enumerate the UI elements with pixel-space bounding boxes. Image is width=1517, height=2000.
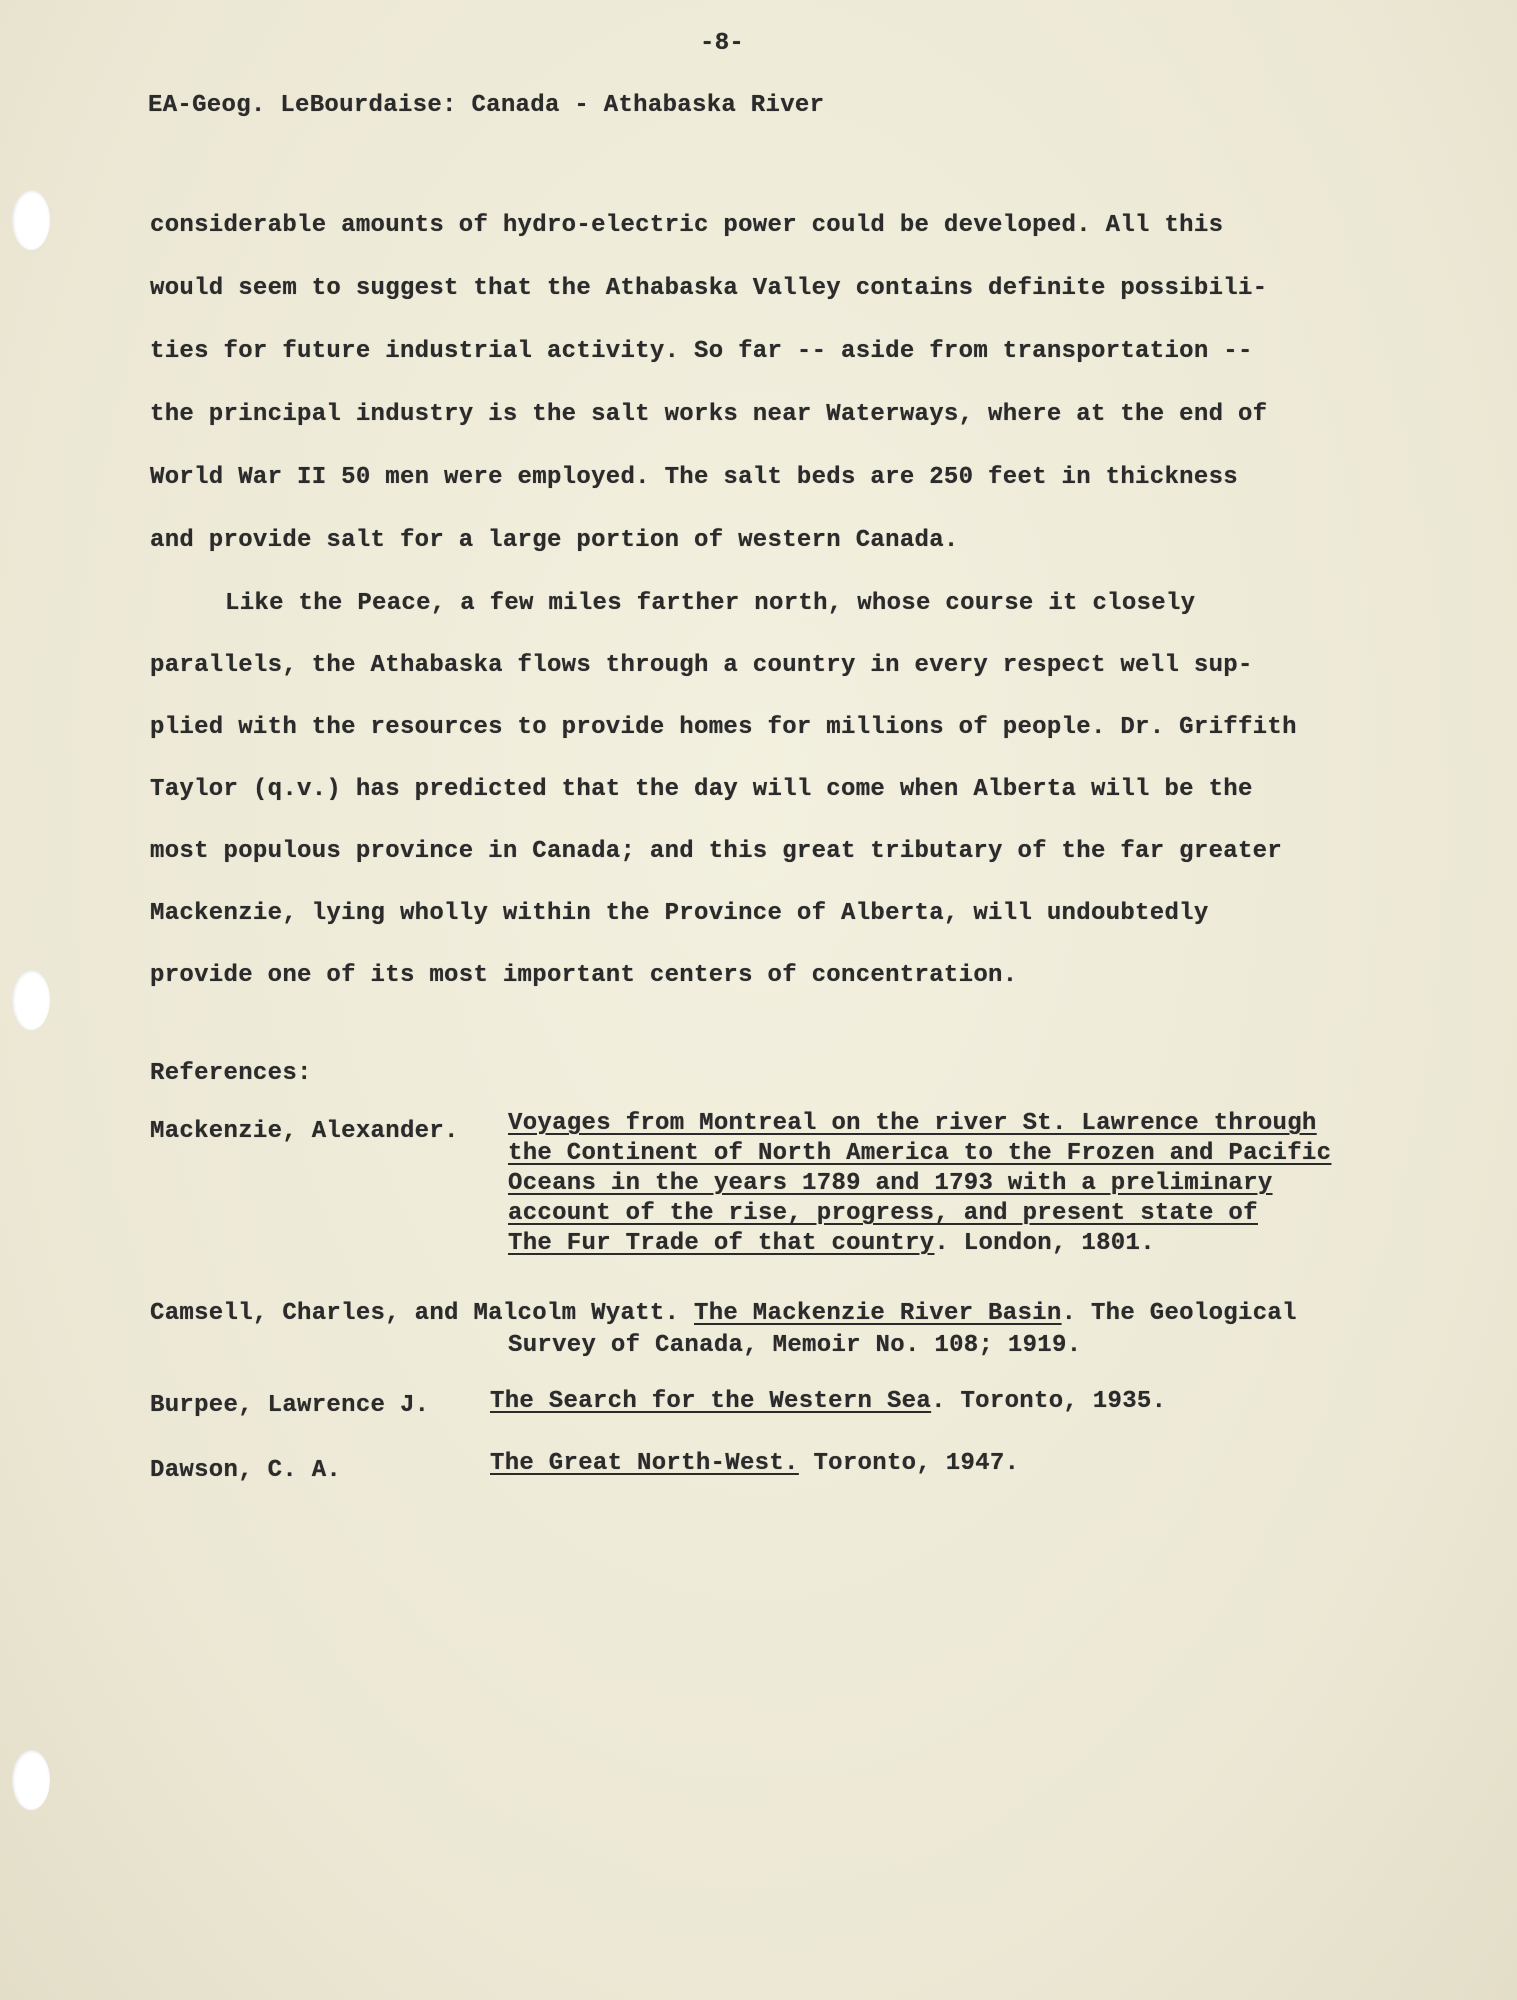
reference-title: account of the rise, progress, and present state of <box>508 1200 1258 1227</box>
reference-author: Burpee, Lawrence J. <box>150 1392 430 1419</box>
body-line: and provide salt for a large portion of western Canada. <box>150 527 959 554</box>
reference-title: The Great North-West. <box>490 1450 799 1477</box>
body-line: considerable amounts of hydro-electric power could be developed. All this <box>150 212 1224 239</box>
reference-title: The Search for the Western Sea <box>490 1388 932 1415</box>
reference-line <box>150 1300 1297 1327</box>
reference-author: Camsell, Charles, and Malcolm Wyatt. <box>150 1300 680 1327</box>
body-line: the principal industry is the salt works near Waterways, where at the end of <box>150 401 1268 428</box>
body-line: Mackenzie, lying wholly within the Province of Alberta, will undoubtedly <box>150 900 1209 927</box>
reference-publication: . Toronto, 1935. <box>931 1388 1167 1415</box>
reference-publication: . London, 1801. <box>934 1230 1155 1257</box>
reference-title-line <box>508 1230 1155 1257</box>
body-line: plied with the resources to provide homes for millions of people. Dr. Griffith <box>150 714 1297 741</box>
body-line: provide one of its most important centers of concentration. <box>150 962 1018 989</box>
reference-title: The Fur Trade of that country <box>508 1230 935 1257</box>
punch-hole <box>12 1750 50 1810</box>
reference-title: Voyages from Montreal on the river St. Lawrence through <box>508 1110 1317 1137</box>
body-line: most populous province in Canada; and this great tributary of the far greater <box>150 838 1283 865</box>
reference-title: The Mackenzie River Basin <box>694 1300 1062 1327</box>
reference-author: Dawson, C. A. <box>150 1457 342 1484</box>
reference-line <box>490 1450 1019 1477</box>
page-number: -8- <box>700 30 745 57</box>
body-line: ties for future industrial activity. So far -- aside from transportation -- <box>150 338 1253 365</box>
reference-publication: Toronto, 1947. <box>798 1450 1020 1477</box>
reference-title: the Continent of North America to the Frozen and Pacific <box>508 1140 1332 1167</box>
body-line: World War II 50 men were employed. The salt beds are 250 feet in thickness <box>150 464 1238 491</box>
reference-title: Oceans in the years 1789 and 1793 with a preliminary <box>508 1170 1273 1197</box>
reference-publication: . The Geological <box>1061 1300 1297 1327</box>
body-line: would seem to suggest that the Athabaska Valley contains definite possibili- <box>150 275 1268 302</box>
document-header: EA-Geog. LeBourdaise: Canada - Athabaska River <box>148 92 825 119</box>
reference-publication: Survey of Canada, Memoir No. 108; 1919. <box>508 1332 1082 1359</box>
punch-hole <box>12 190 50 250</box>
reference-line <box>490 1388 1166 1415</box>
reference-author: Mackenzie, Alexander. <box>150 1118 459 1145</box>
body-line: Like the Peace, a few miles farther north, whose course it closely <box>225 590 1196 617</box>
punch-hole <box>12 970 50 1030</box>
references-heading: References: <box>150 1060 312 1087</box>
body-line: Taylor (q.v.) has predicted that the day will come when Alberta will be the <box>150 776 1253 803</box>
body-line: parallels, the Athabaska flows through a country in every respect well sup- <box>150 652 1253 679</box>
